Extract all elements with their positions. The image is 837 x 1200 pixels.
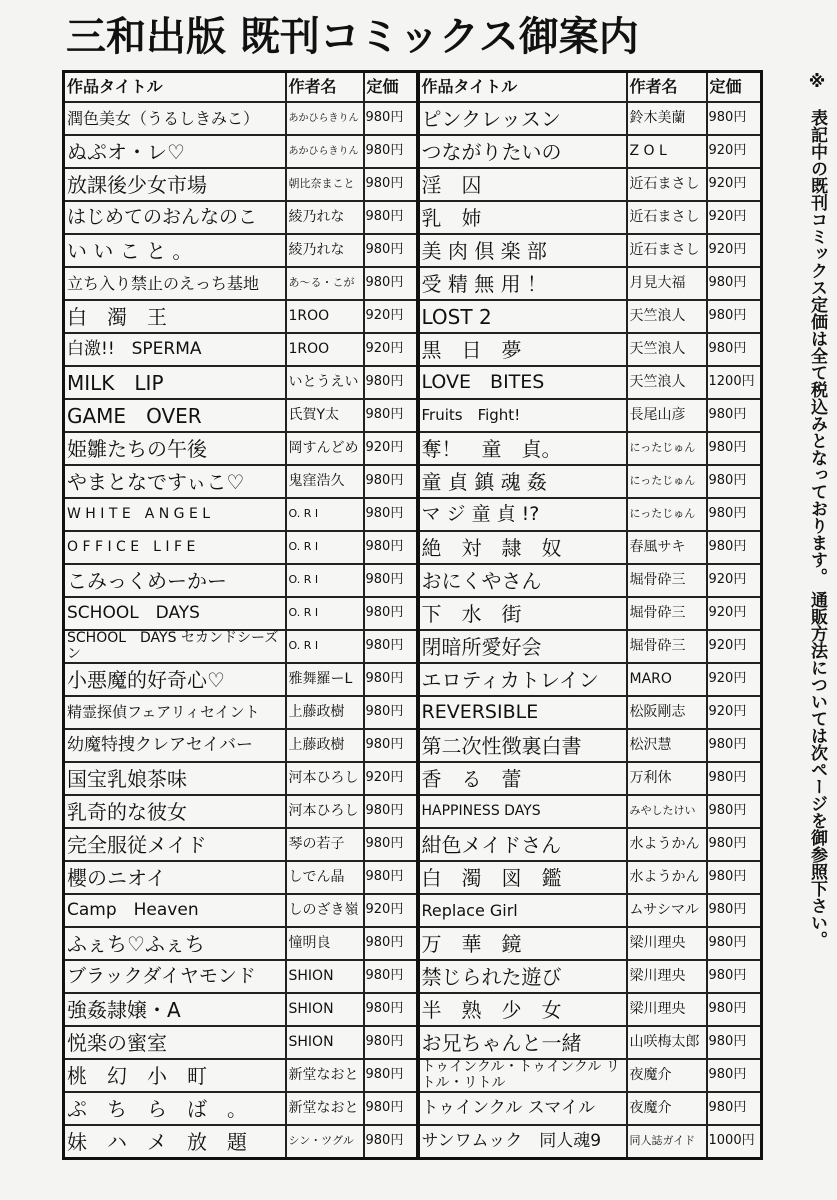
table-row: [64, 1092, 762, 1125]
table-row: [64, 894, 762, 927]
right-price-cell: 1000円: [707, 1125, 762, 1159]
left-price-cell: 980円: [364, 531, 418, 564]
left-title-cell: 姫雛たちの午後: [64, 432, 286, 465]
right-price-cell: 980円: [707, 465, 762, 498]
left-title-cell: 悦楽の蜜室: [64, 1026, 286, 1059]
right-author-cell: 水ようかん: [627, 828, 707, 861]
left-author-cell: 憧明良: [286, 927, 364, 960]
table-row: [64, 135, 762, 168]
right-title-cell: 童 貞 鎮 魂 姦: [418, 465, 627, 498]
left-price-cell: 980円: [364, 1026, 418, 1059]
right-title-cell: 美 肉 倶 楽 部: [418, 234, 627, 267]
table-row: [64, 861, 762, 894]
right-price-cell: 920円: [707, 135, 762, 168]
right-author-cell: 堀骨砕三: [627, 597, 707, 630]
right-price-cell: 980円: [707, 399, 762, 432]
left-author-cell: SHION: [286, 993, 364, 1026]
right-author-cell: 天竺浪人: [627, 366, 707, 399]
header-title: 作品タイトル: [418, 72, 627, 103]
right-author-cell: 山咲梅太郎: [627, 1026, 707, 1059]
right-price-cell: 980円: [707, 333, 762, 366]
left-title-cell: W H I T E A N G E L: [64, 498, 286, 531]
header-row: [64, 72, 762, 103]
table-row: [64, 102, 762, 135]
left-title-cell: はじめてのおんなのこ: [64, 201, 286, 234]
table-row: [64, 1026, 762, 1059]
table-row: [64, 729, 762, 762]
right-price-cell: 980円: [707, 1092, 762, 1125]
right-title-cell: REVERSIBLE: [418, 696, 627, 729]
left-author-cell: SHION: [286, 960, 364, 993]
left-title-cell: ブラックダイヤモンド: [64, 960, 286, 993]
left-title-cell: O F F I C E L I F E: [64, 531, 286, 564]
right-title-cell: LOST 2: [418, 300, 627, 333]
left-author-cell: O. R I: [286, 498, 364, 531]
table-row: [64, 564, 762, 597]
table-row: [64, 498, 762, 531]
right-title-cell: 白 濁 図 鑑: [418, 861, 627, 894]
left-author-cell: 綾乃れな: [286, 234, 364, 267]
table-row: [64, 531, 762, 564]
right-author-cell: 梁川理央: [627, 927, 707, 960]
left-title-cell: こみっくめーかー: [64, 564, 286, 597]
table-row: [64, 696, 762, 729]
right-title-cell: おにくやさん: [418, 564, 627, 597]
left-title-cell: 乳奇的な彼女: [64, 795, 286, 828]
left-price-cell: 980円: [364, 729, 418, 762]
right-title-cell: トゥインクル・トゥインクル リトル・リトル: [418, 1059, 627, 1092]
left-author-cell: 1ROO: [286, 300, 364, 333]
left-author-cell: 河本ひろし: [286, 762, 364, 795]
left-author-cell: 上藤政樹: [286, 729, 364, 762]
right-author-cell: 近石まさし: [627, 168, 707, 201]
header-author: 作者名: [286, 72, 364, 103]
right-title-cell: お兄ちゃんと一緒: [418, 1026, 627, 1059]
left-price-cell: 980円: [364, 135, 418, 168]
right-price-cell: 980円: [707, 795, 762, 828]
left-author-cell: しでん晶: [286, 861, 364, 894]
left-author-cell: O. R I: [286, 630, 364, 663]
right-author-cell: 春風サキ: [627, 531, 707, 564]
right-price-cell: 980円: [707, 828, 762, 861]
table-row: [64, 465, 762, 498]
left-title-cell: 櫻のニオイ: [64, 861, 286, 894]
right-title-cell: 受 精 無 用 ！: [418, 267, 627, 300]
left-price-cell: 980円: [364, 1125, 418, 1159]
right-price-cell: 920円: [707, 630, 762, 663]
left-author-cell: 新堂なおと: [286, 1092, 364, 1125]
left-title-cell: GAME OVER: [64, 399, 286, 432]
right-author-cell: みやしたけい: [627, 795, 707, 828]
left-author-cell: 岡すんどめ: [286, 432, 364, 465]
right-price-cell: 980円: [707, 432, 762, 465]
table-row: [64, 399, 762, 432]
left-title-cell: い い こ と 。: [64, 234, 286, 267]
left-price-cell: 980円: [364, 1059, 418, 1092]
right-author-cell: にったじゅん: [627, 498, 707, 531]
right-author-cell: 夜魔介: [627, 1059, 707, 1092]
right-price-cell: 980円: [707, 993, 762, 1026]
right-title-cell: 閉暗所愛好会: [418, 630, 627, 663]
left-price-cell: 980円: [364, 630, 418, 663]
left-title-cell: 放課後少女市場: [64, 168, 286, 201]
left-price-cell: 980円: [364, 102, 418, 135]
left-author-cell: シン・ツグル: [286, 1125, 364, 1159]
right-title-cell: ピンクレッスン: [418, 102, 627, 135]
right-price-cell: 980円: [707, 960, 762, 993]
right-title-cell: 下 水 街: [418, 597, 627, 630]
header-author: 作者名: [627, 72, 707, 103]
left-title-cell: 完全服従メイド: [64, 828, 286, 861]
left-price-cell: 980円: [364, 960, 418, 993]
header-title: 作品タイトル: [64, 72, 286, 103]
left-author-cell: しのざき嶺: [286, 894, 364, 927]
left-author-cell: O. R I: [286, 597, 364, 630]
right-author-cell: 長尾山彦: [627, 399, 707, 432]
right-author-cell: 梁川理央: [627, 993, 707, 1026]
left-title-cell: 小悪魔的好奇心♡: [64, 663, 286, 696]
table-row: [64, 366, 762, 399]
right-author-cell: 万利休: [627, 762, 707, 795]
right-title-cell: Replace Girl: [418, 894, 627, 927]
left-price-cell: 980円: [364, 597, 418, 630]
left-price-cell: 980円: [364, 696, 418, 729]
right-author-cell: 天竺浪人: [627, 333, 707, 366]
left-author-cell: 琴の若子: [286, 828, 364, 861]
comics-catalog-table: [62, 70, 763, 1160]
left-price-cell: 920円: [364, 432, 418, 465]
left-title-cell: MILK LIP: [64, 366, 286, 399]
right-title-cell: マ ジ 童 貞 !?: [418, 498, 627, 531]
left-price-cell: 980円: [364, 564, 418, 597]
left-price-cell: 980円: [364, 861, 418, 894]
right-price-cell: 980円: [707, 1059, 762, 1092]
left-title-cell: 妹 ハ メ 放 題: [64, 1125, 286, 1159]
right-author-cell: Z O L: [627, 135, 707, 168]
right-price-cell: 980円: [707, 729, 762, 762]
right-price-cell: 980円: [707, 1026, 762, 1059]
left-author-cell: あかひらきりん: [286, 135, 364, 168]
right-price-cell: 920円: [707, 168, 762, 201]
right-title-cell: 紺色メイドさん: [418, 828, 627, 861]
right-author-cell: 梁川理央: [627, 960, 707, 993]
right-title-cell: Fruits Fight!: [418, 399, 627, 432]
table-row: [64, 1059, 762, 1092]
right-author-cell: 松阪剛志: [627, 696, 707, 729]
left-price-cell: 980円: [364, 498, 418, 531]
left-title-cell: SCHOOL DAYS: [64, 597, 286, 630]
right-author-cell: ムサシマル: [627, 894, 707, 927]
table-row: [64, 960, 762, 993]
left-title-cell: 白 濁 王: [64, 300, 286, 333]
right-title-cell: 禁じられた遊び: [418, 960, 627, 993]
left-price-cell: 980円: [364, 399, 418, 432]
right-title-cell: トゥインクル スマイル: [418, 1092, 627, 1125]
left-title-cell: 精霊探偵フェアリィセイント: [64, 696, 286, 729]
right-title-cell: 香 る 蕾: [418, 762, 627, 795]
left-author-cell: SHION: [286, 1026, 364, 1059]
right-price-cell: 920円: [707, 597, 762, 630]
left-author-cell: 上藤政樹: [286, 696, 364, 729]
right-title-cell: 絶 対 隷 奴: [418, 531, 627, 564]
page-title: 三和出版 既刊コミックス御案内: [66, 14, 639, 60]
left-price-cell: 980円: [364, 795, 418, 828]
right-author-cell: 天竺浪人: [627, 300, 707, 333]
table-row: [64, 267, 762, 300]
right-title-cell: 半 熟 少 女: [418, 993, 627, 1026]
left-title-cell: 白激!! SPERMA: [64, 333, 286, 366]
right-author-cell: 月見大福: [627, 267, 707, 300]
left-price-cell: 920円: [364, 300, 418, 333]
left-author-cell: 1ROO: [286, 333, 364, 366]
right-price-cell: 980円: [707, 498, 762, 531]
right-author-cell: 近石まさし: [627, 201, 707, 234]
left-author-cell: あ〜る・こが: [286, 267, 364, 300]
left-price-cell: 980円: [364, 201, 418, 234]
left-price-cell: 920円: [364, 762, 418, 795]
right-price-cell: 1200円: [707, 366, 762, 399]
left-price-cell: 980円: [364, 267, 418, 300]
left-title-cell: 強姦隷嬢・A: [64, 993, 286, 1026]
header-price: 定価: [364, 72, 418, 103]
left-title-cell: ぷ ち ら ば 。: [64, 1092, 286, 1125]
right-title-cell: 奪！ 童 貞。: [418, 432, 627, 465]
right-title-cell: 第二次性徴裏白書: [418, 729, 627, 762]
table-row: [64, 432, 762, 465]
left-price-cell: 980円: [364, 366, 418, 399]
right-title-cell: LOVE BITES: [418, 366, 627, 399]
left-price-cell: 980円: [364, 993, 418, 1026]
table-row: [64, 927, 762, 960]
right-author-cell: 松沢慧: [627, 729, 707, 762]
left-price-cell: 920円: [364, 894, 418, 927]
right-price-cell: 920円: [707, 201, 762, 234]
table-row: [64, 168, 762, 201]
table-body: [64, 102, 762, 1159]
right-author-cell: 近石まさし: [627, 234, 707, 267]
left-title-cell: やまとなですぃこ♡: [64, 465, 286, 498]
right-price-cell: 980円: [707, 762, 762, 795]
left-price-cell: 980円: [364, 234, 418, 267]
right-title-cell: 淫 囚: [418, 168, 627, 201]
table-row: [64, 993, 762, 1026]
right-author-cell: 鈴木美蘭: [627, 102, 707, 135]
right-price-cell: 980円: [707, 531, 762, 564]
left-title-cell: ぬぷオ・レ♡: [64, 135, 286, 168]
right-author-cell: 堀骨砕三: [627, 564, 707, 597]
left-title-cell: ふぇち♡ふぇち: [64, 927, 286, 960]
right-author-cell: にったじゅん: [627, 432, 707, 465]
right-author-cell: 水ようかん: [627, 861, 707, 894]
left-author-cell: 鬼窪浩久: [286, 465, 364, 498]
left-author-cell: O. R I: [286, 564, 364, 597]
left-author-cell: あかひらきりん: [286, 102, 364, 135]
left-price-cell: 980円: [364, 168, 418, 201]
left-price-cell: 980円: [364, 465, 418, 498]
left-title-cell: Camp Heaven: [64, 894, 286, 927]
left-price-cell: 980円: [364, 663, 418, 696]
right-author-cell: MARO: [627, 663, 707, 696]
left-title-cell: 桃 幻 小 町: [64, 1059, 286, 1092]
right-title-cell: つながりたいの: [418, 135, 627, 168]
right-author-cell: 堀骨砕三: [627, 630, 707, 663]
right-price-cell: 920円: [707, 564, 762, 597]
right-price-cell: 980円: [707, 267, 762, 300]
right-title-cell: HAPPINESS DAYS: [418, 795, 627, 828]
left-price-cell: 980円: [364, 927, 418, 960]
right-author-cell: 同人誌ガイド: [627, 1125, 707, 1159]
right-author-cell: 夜魔介: [627, 1092, 707, 1125]
table-row: [64, 201, 762, 234]
right-price-cell: 920円: [707, 663, 762, 696]
right-price-cell: 980円: [707, 927, 762, 960]
table-row: [64, 663, 762, 696]
left-author-cell: 新堂なおと: [286, 1059, 364, 1092]
left-title-cell: SCHOOL DAYS セカンドシーズン: [64, 630, 286, 663]
right-title-cell: 乳 姉: [418, 201, 627, 234]
left-author-cell: O. R I: [286, 531, 364, 564]
table-row: [64, 828, 762, 861]
table-row: [64, 234, 762, 267]
side-note: ※ 表記中の既刊コミックス定価は全て税込みとなっております。 通販方法については次ページを御参照下さい。: [807, 72, 827, 948]
right-price-cell: 980円: [707, 861, 762, 894]
right-title-cell: 黒 日 夢: [418, 333, 627, 366]
table-row: [64, 795, 762, 828]
table-row: [64, 762, 762, 795]
right-price-cell: 980円: [707, 102, 762, 135]
table-row: [64, 630, 762, 663]
table-row: [64, 1125, 762, 1159]
left-author-cell: いとうえい: [286, 366, 364, 399]
left-price-cell: 920円: [364, 333, 418, 366]
right-author-cell: にったじゅん: [627, 465, 707, 498]
left-title-cell: 潤色美女（うるしきみこ）: [64, 102, 286, 135]
right-title-cell: 万 華 鏡: [418, 927, 627, 960]
right-title-cell: サンワムック 同人魂9: [418, 1125, 627, 1159]
table-row: [64, 597, 762, 630]
left-author-cell: 綾乃れな: [286, 201, 364, 234]
left-author-cell: 河本ひろし: [286, 795, 364, 828]
left-price-cell: 980円: [364, 828, 418, 861]
left-title-cell: 立ち入り禁止のえっち基地: [64, 267, 286, 300]
left-title-cell: 国宝乳娘茶味: [64, 762, 286, 795]
left-author-cell: 雅舞羅ーL: [286, 663, 364, 696]
left-author-cell: 氏賀Y太: [286, 399, 364, 432]
left-author-cell: 朝比奈まこと: [286, 168, 364, 201]
table-row: [64, 333, 762, 366]
right-price-cell: 920円: [707, 696, 762, 729]
left-price-cell: 980円: [364, 1092, 418, 1125]
right-price-cell: 980円: [707, 300, 762, 333]
right-title-cell: エロティカトレイン: [418, 663, 627, 696]
right-price-cell: 980円: [707, 894, 762, 927]
left-title-cell: 幼魔特捜クレアセイバー: [64, 729, 286, 762]
table-row: [64, 300, 762, 333]
right-price-cell: 920円: [707, 234, 762, 267]
header-price: 定価: [707, 72, 762, 103]
